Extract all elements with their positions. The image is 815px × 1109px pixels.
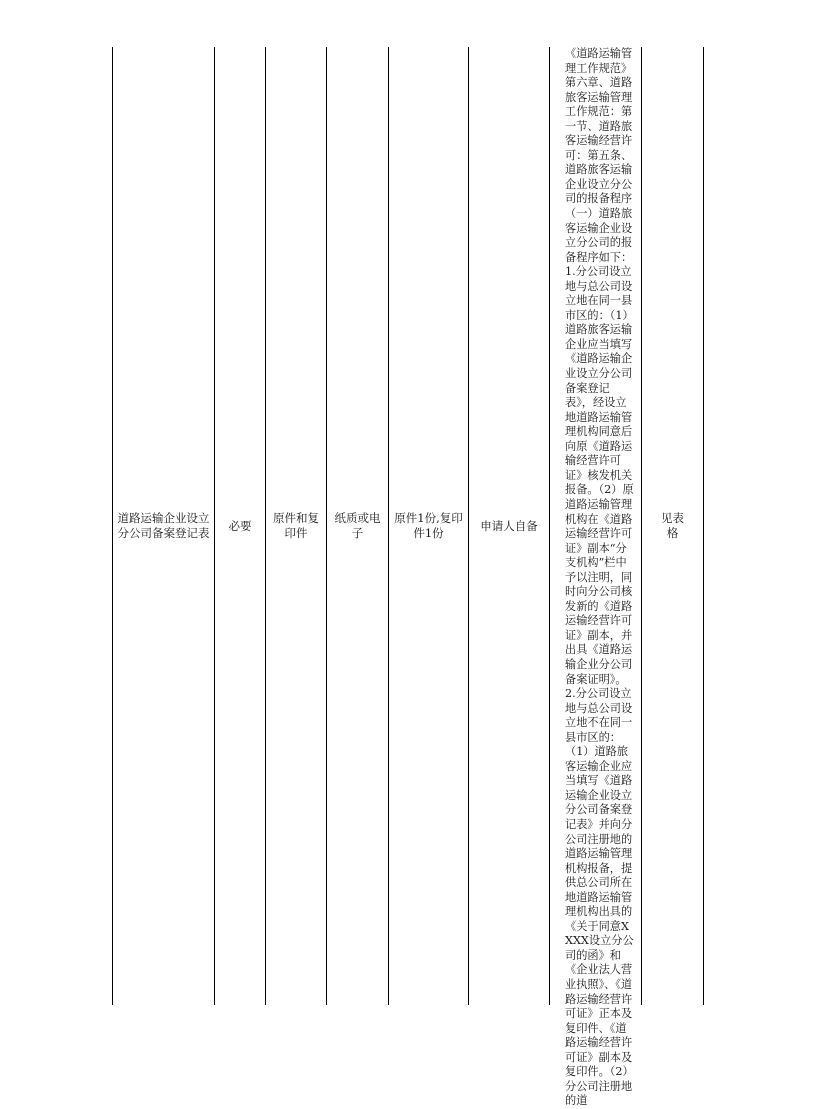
material-form-cell [327,47,389,1005]
material-type: 原件和复印件 [273,511,319,540]
required-flag: 必要 [228,518,252,533]
required-cell [215,47,266,1005]
material-table [112,47,704,1108]
note-text: 见表格 [661,511,684,540]
material-source: 申请人自备 [480,518,538,533]
material-type-cell [266,47,327,1005]
material-form: 纸质或电子 [334,511,381,540]
material-name-cell [113,47,215,1005]
quantity-cell [389,47,469,1005]
material-name: 道路运输企业设立分公司备案登记表 [117,511,210,540]
material-quantity: 原件1份,复印件1份 [394,511,463,540]
note-cell [642,47,704,1005]
table-row [113,47,704,1005]
basis-cell [550,47,642,1108]
source-cell [469,47,550,1005]
legal-basis-text: 《道路运输管理工作规范》第六章、道路旅客运输管理工作规范：第一节、道路旅客运输经营许可：第五条、道路旅客运输企业设立分公司的报备程序（一）道路旅客运输企业设立分公司的报备程序如下：1.分公司设立地与总公司设立地在同一县市区的：（1）道路旅客运输企业应当填写《道路运输企业设立分公司备案登记表》，经设立地道路运输管理机构同意后向原《道路运输经营许可证》核发机关报备。（2）原道路运输管理机构在《道路运输经营许可证》副本“分支机构”栏中予以注明，同时向分公司核发新的《道路运输经营许可证》副本，并出具《道路运输企业分公司备案证明》。2.分公司设立地与总公司设立地不在同一县市区的：（1）道路旅客运输企业应当填写《道路运输企业设立分公司备案登记表》并向分公司注册地的道路运输管理机构报备，提供总公司所在地道路运输管理机构出具的《关于同意XXXX设立分公司的函》和《企业法人营业执照》、《道路运输经营许可证》正本及复印件、《道路运输经营许可证》副本及复印件。（2）分公司注册地的道 [565,47,634,1108]
